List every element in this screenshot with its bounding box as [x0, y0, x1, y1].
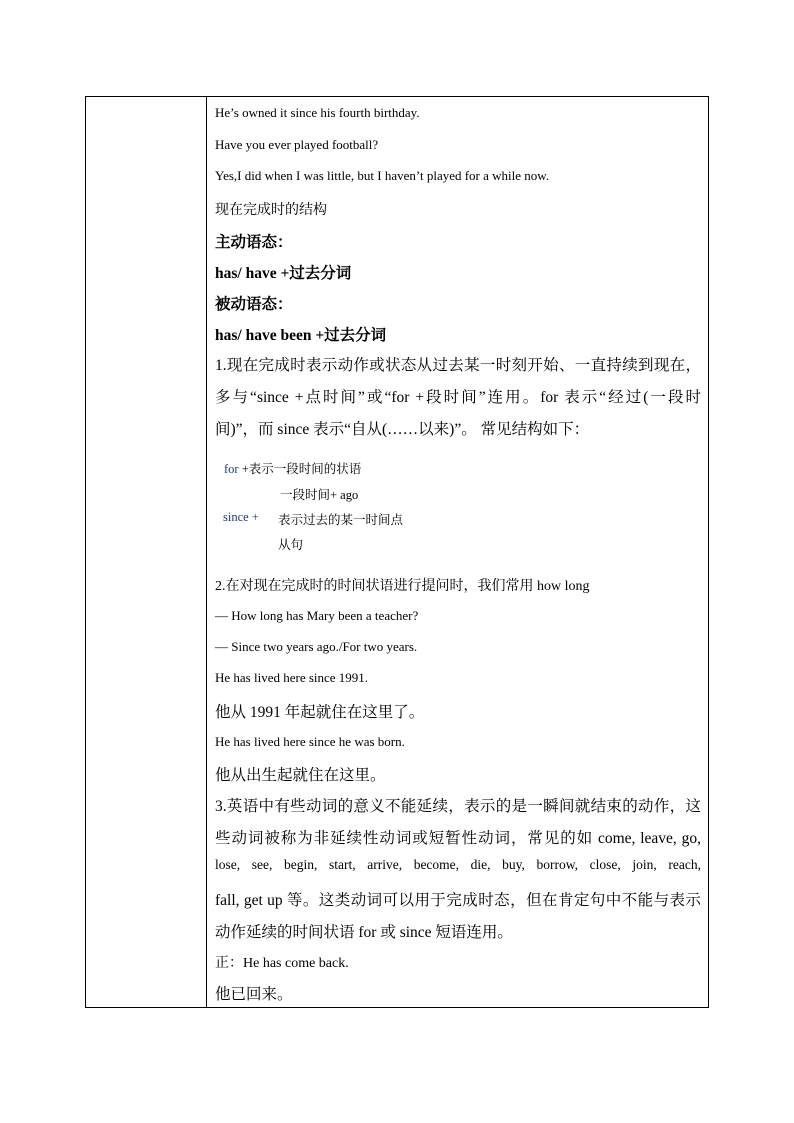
- structure-heading: 现在完成时的结构: [215, 203, 327, 218]
- rule-3-line-2: 些动词被称为非延续性动词或短暂性动词，常见的如 come, leave, go,: [215, 830, 701, 847]
- ago-text: 一段时间+ ago: [280, 488, 359, 502]
- example-cn-3: 他已回来。: [215, 986, 293, 1003]
- passive-voice-label: 被动语态：: [215, 296, 293, 313]
- example-sentence-1: He’s owned it since his fourth birthday.: [215, 105, 420, 120]
- example-en-2: He has lived here since he was born.: [215, 734, 405, 749]
- answer-line: — Since two years ago./For two years.: [215, 639, 418, 654]
- example-cn-1: 他从 1991 年起就住在这里了。: [215, 704, 425, 721]
- for-text: +表示一段时间的状语: [241, 462, 362, 476]
- for-label: for: [224, 462, 239, 476]
- since-label: since +: [223, 510, 259, 524]
- for-structure: [224, 459, 361, 477]
- rule-3-line-5: 动作延续的时间状语 for 或 since 短语连用。: [215, 924, 513, 941]
- example-cn-2: 他从出生起就住在这里。: [215, 767, 386, 784]
- rule-3-line-3: lose, see, begin, start, arrive, become, die, buy, borrow, close, join, reach,: [215, 857, 701, 872]
- clause-text: 从句: [278, 538, 304, 552]
- example-en-3: 正：He has come back.: [215, 956, 349, 971]
- left-column: [86, 97, 207, 1007]
- active-voice-formula: has/ have +过去分词: [215, 265, 352, 282]
- rule-1-line-3: 间)”，而 since 表示“自从(……以来)”。 常见结构如下：: [215, 421, 590, 438]
- passive-voice-formula: has/ have been +过去分词: [215, 327, 387, 344]
- rule-3-line-1: 3.英语中有些动词的意义不能延续，表示的是一瞬间就结束的动作，这: [215, 798, 701, 815]
- active-voice-label: 主动语态：: [215, 234, 293, 251]
- rule-1-line-2: 多与“since +点时间”或“for +段时间”连用。for 表示“经过(一段时: [215, 389, 701, 406]
- point-in-time-text: 表示过去的某一时间点: [278, 513, 404, 527]
- rule-1-line-1: 1.现在完成时表示动作或状态从过去某一时刻开始、一直持续到现在，: [215, 357, 701, 374]
- rule-2: 2.在对现在完成时的时间状语进行提问时，我们常用 how long: [215, 579, 590, 594]
- right-column: [207, 97, 708, 1007]
- example-en-1: He has lived here since 1991.: [215, 670, 369, 685]
- example-sentence-3: Yes,I did when I was little, but I haven’t played for a while now.: [215, 168, 550, 183]
- example-sentence-2: Have you ever played football?: [215, 137, 379, 152]
- content-table: [85, 96, 709, 1008]
- rule-3-line-4: fall, get up 等。这类动词可以用于完成时态，但在肯定句中不能与表示: [215, 892, 701, 909]
- question-line: — How long has Mary been a teacher?: [215, 608, 419, 623]
